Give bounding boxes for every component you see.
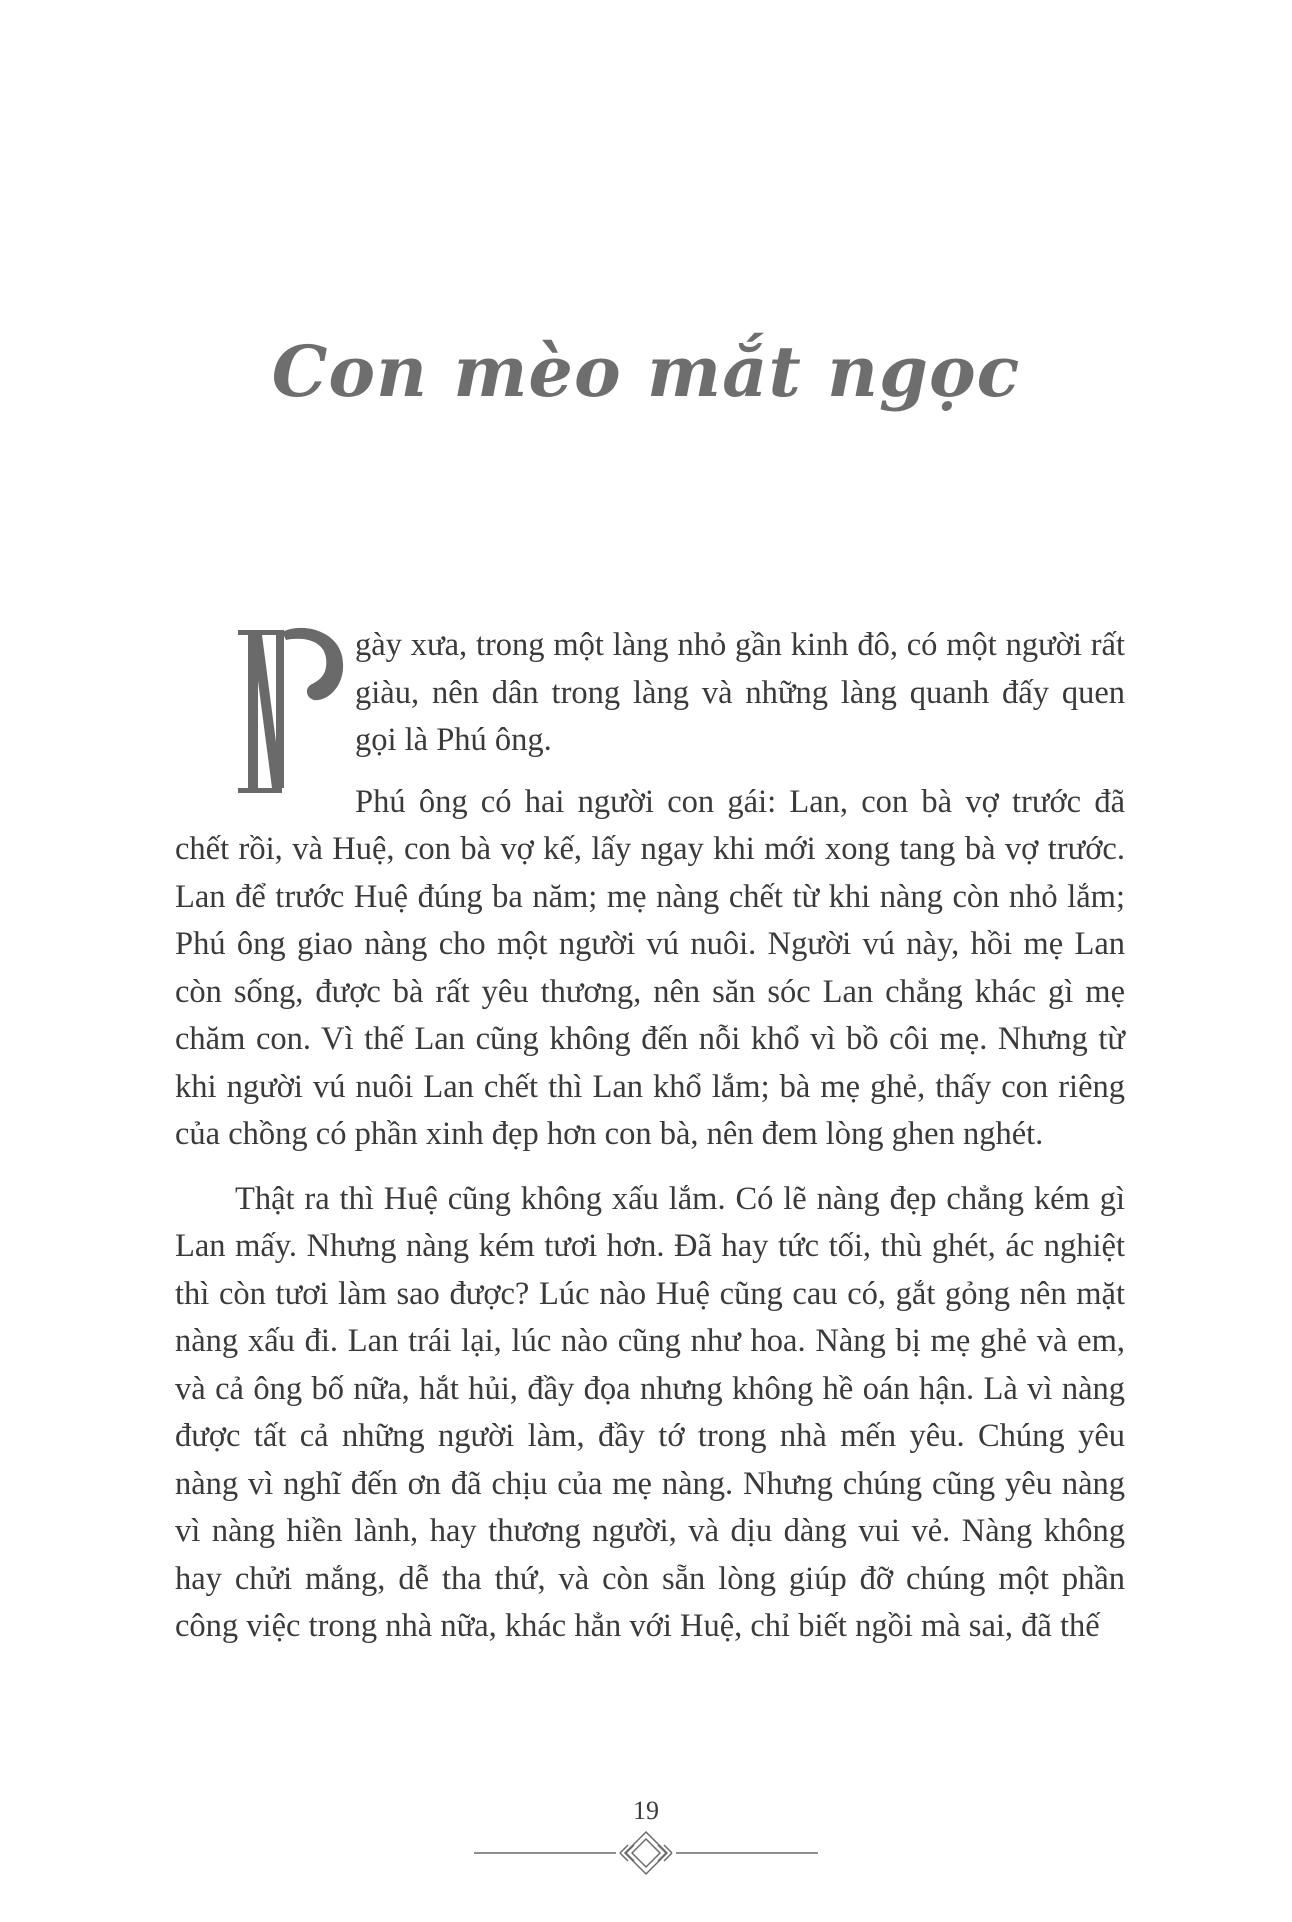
page-number: 19 — [633, 1796, 659, 1825]
paragraph-1: gày xưa, trong một làng nhỏ gần kinh đô, có một người rất giàu, nên dân trong làng và những làng quanh đấy quen gọi là Phú ông. — [355, 627, 1125, 758]
paragraph-2: Phú ông có hai người con gái: Lan, con bà vợ trước đã chết rồi, và Huệ, con bà vợ kế, lấy ngay khi mới xong tang bà vợ trước. Lan để trước Huệ đúng ba năm; mẹ nàng chết từ khi nàng còn nhỏ lắm; Phú ông giao nàng cho một người vú nuôi. Người vú này, hồi mẹ Lan còn sống, được bà rất yêu thương, nên săn sóc Lan chẳng khác gì mẹ chăm con. Vì thế Lan cũng không đến nỗi khổ vì bồ côi mẹ. Nhưng từ khi người vú nuôi Lan chết thì Lan khổ lắm; bà mẹ ghẻ, thấy con riêng của chồng có phần xinh đẹp hơn con bà, nên đem lòng ghen nghét. — [175, 783, 1125, 1152]
paragraph-3: Thật ra thì Huệ cũng không xấu lắm. Có lẽ nàng đẹp chẳng kém gì Lan mấy. Nhưng nàng kém tươi hơn. Đã hay tức tối, thù ghét, ác nghiệt thì còn tươi làm sao được? Lúc nào Huệ cũng cau có, gắt gỏng nên mặt nàng xấu đi. Lan trái lại, lúc nào cũng như hoa. Nàng bị mẹ ghẻ và em, và cả ông bố nữa, hắt hủi, đầy đọa nhưng không hề oán hận. Là vì nàng được tất cả những người làm, đầy tớ trong nhà mến yêu. Chúng yêu nàng vì nghĩ đến ơn đã chịu của mẹ nàng. Nhưng chúng cũng yêu nàng vì nàng hiền lành, hay thương người, và dịu dàng vui vẻ. Nàng không hay chửi mắng, dễ tha thứ, và còn sẵn lòng giúp đỡ chúng một phần công việc trong nhà nữa, khác hẳn với Huệ, chỉ biết ngồi mà sai, đã thế — [175, 1180, 1125, 1644]
footer-ornament — [470, 1828, 822, 1878]
chapter-title: Con mèo mắt ngọc — [271, 330, 1021, 413]
body-text — [175, 622, 1125, 1651]
